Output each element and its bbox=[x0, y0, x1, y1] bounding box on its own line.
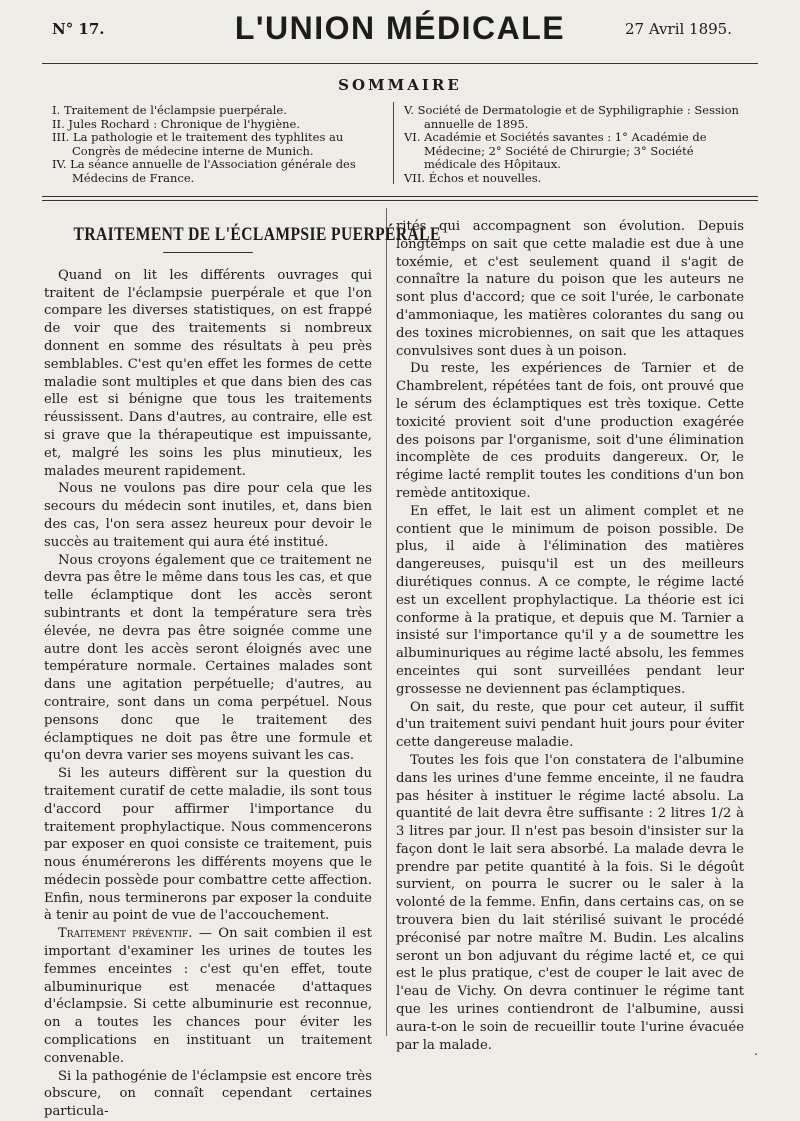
paragraph: Si les auteurs diffèrent sur la question du traitement curatif de cette maladie, ils sont tous d'accord pour affirmer l'importance du traitement prophylactique. Nous commencerons par exposer en quoi consiste ce traitement, puis nous énumérerons les différents moyens que le médecin possède pour combattre cette affection. Enfin, nous terminerons par exposer la conduite à tenir au point de vue de l'accouchement. bbox=[44, 766, 372, 924]
title-underline bbox=[163, 252, 253, 253]
section-rule-top bbox=[42, 196, 758, 197]
sommaire-left-column bbox=[52, 104, 382, 185]
paragraph: On sait, du reste, que pour cet auteur, il suffit d'un traitement suivi pendant huit jours pour éviter cette dangereuse maladie. bbox=[396, 699, 744, 751]
issue-number: N° 17. bbox=[52, 20, 105, 38]
paragraph: Quand on lit les différents ouvrages qui traitent de l'éclampsie puerpérale et que l'on compare les diverses statistiques, on est frappé de voir que des traitements si nombreux donnent en somme des résultats à peu près semblables. C'est qu'en effet les formes de cette maladie sont multiples et que dans bien des cas elle est si bénigne que tous les traitements réussissent. Dans d'autres, au contraire, elle est si grave que la thérapeutique est impuissante, et, malgré les soins les plus minutieux, les malades meurent rapidement. bbox=[44, 267, 372, 479]
article-left-column bbox=[44, 224, 441, 1121]
sommaire-title: SOMMAIRE bbox=[338, 76, 462, 94]
page-marker: . bbox=[754, 1044, 758, 1058]
paragraph: Nous croyons également que ce traitement ne devra pas être le même dans tous les cas, et que telle éclamptique dont les accès seront subintrants et dont la température sera très élevée, ne devra pas être soignée comme une autre dont les accès seront éloignés avec une température normale. Certaines malades sont dans une agitation perpétuelle; d'autres, au contraire, sont dans un coma perpétuel. Nous pensons donc que le traitement des éclamptiques ne doit pas être une formule et qu'on devra varier ses moyens suivant les cas. bbox=[44, 552, 372, 764]
paragraph: Toutes les fois que l'on constatera de l'albumine dans les urines d'une femme enceinte, il ne faudra pas hésiter à instituer le régime lacté absolu. La quantité de lait devra être suffisante : 2 litres 1/2 à 3 litres par jour. Il n'est pas besoin d'insister sur la façon dont le lait sera absorbé. La malade devra le prendre par petite quantité à la fois. Si le dégoût survient, on pourra le sucrer ou le saler à la volonté de la femme. Enfin, dans certains cas, on se trouvera bien du lait stérilisé suivant le procédé préconisé par notre maître M. Budin. Les alcalins seront un bon adjuvant du régime lacté et, ce qui est le plus pratique, c'est de couper le lait avec de l'eau de Vichy. On devra continuer le régime tant que les urines contiendront de l'albumine, aussi aura-t-on le soin de recueillir toute l'urine évacuée par la malade. bbox=[396, 752, 744, 1053]
masthead-rule bbox=[42, 63, 758, 64]
paragraph-preventif bbox=[44, 925, 372, 1067]
sommaire-item: V. Société de Dermatologie et de Syphiligraphie : Session annuelle de 1895. bbox=[404, 103, 739, 131]
paragraph: En effet, le lait est un aliment complet et ne contient que le minimum de poison possible. De plus, il aide à l'élimination des matières dangereuses, puisqu'il est un des meilleurs diurétiques connus. A ce compte, le régime lacté est un excellent prophylactique. La théorie est ici conforme à la pratique, et depuis que M. Tarnier a insisté sur l'importance qu'il y a de soumettre les albuminuriques au régime lacté absolu, les femmes enceintes qui sont surveillées pendant leur grossesse ne deviennent pas éclamptiques. bbox=[396, 503, 744, 697]
run-in-heading: Traitement préventif. bbox=[58, 926, 193, 942]
sommaire-item: VII. Échos et nouvelles. bbox=[404, 170, 542, 185]
column-divider bbox=[386, 208, 387, 1036]
sommaire-item: I. Traitement de l'éclampsie puerpérale. bbox=[52, 103, 287, 117]
sommaire-right-column bbox=[404, 104, 744, 185]
sommaire-item: III. La pathologie et le traitement des typhlites au Congrès de médecine interne de Munich. bbox=[52, 130, 344, 158]
masthead bbox=[0, 0, 800, 60]
sommaire-item: VI. Académie et Sociétés savantes : 1° Académie de Médecine; 2° Société de Chirurgie; 3° Société médicale des Hôpitaux. bbox=[404, 130, 707, 171]
paragraph-text: — On sait combien il est important d'examiner les urines de toutes les femmes enceintes : c'est qu'en effet, toute albuminurique est menacée d'attaques d'éclampsie. Si cette albuminurie est reconnue, on a toutes les chances pour éviter les complications en instituant un traitement convenable. bbox=[44, 926, 372, 1066]
article-title: TRAITEMENT DE L'ÉCLAMPSIE PUERPÉRALE bbox=[73, 224, 441, 245]
sommaire-item: II. Jules Rochard : Chronique de l'hygiène. bbox=[52, 116, 301, 131]
section-rule-bottom bbox=[42, 200, 758, 201]
paragraph: Du reste, les expériences de Tarnier et de Chambrelent, répétées tant de fois, ont prouvé que le sérum des éclamptiques est très toxique. Cette toxicité provient soit d'une production exagérée des poisons par l'organisme, soit d'une élimination incomplète de ces produits dangereux. Or, le régime lacté remplit toutes les conditions d'un bon remède antitoxique. bbox=[396, 361, 744, 501]
paragraph-continued: rités qui accompagnent son évolution. Depuis longtemps on sait que cette maladie est due à une toxémie, et c'est seulement quand il s'agit de connaître la nature du poison que les auteurs ne sont plus d'accord; que ce soit l'urée, le carbonate d'ammoniaque, les matières colorantes du sang ou des toxines microbiennes, on sait que les attaques convulsives sont dues à un poison. bbox=[396, 219, 744, 359]
sommaire-divider bbox=[393, 102, 394, 184]
journal-title: L'UNION MÉDICALE bbox=[234, 10, 566, 46]
sommaire-item: IV. La séance annuelle de l'Association générale des Médecins de France. bbox=[52, 157, 356, 185]
paragraph: Si la pathogénie de l'éclampsie est encore très obscure, on connaît cependant certaines particula- bbox=[44, 1068, 372, 1120]
paragraph: Nous ne voulons pas dire pour cela que les secours du médecin sont inutiles, et, dans bien des cas, l'on sera assez heureux pour devoir le succès au traitement qui aura été institué. bbox=[44, 481, 372, 550]
article-right-column bbox=[396, 218, 744, 1054]
issue-date: 27 Avril 1895. bbox=[624, 20, 732, 38]
